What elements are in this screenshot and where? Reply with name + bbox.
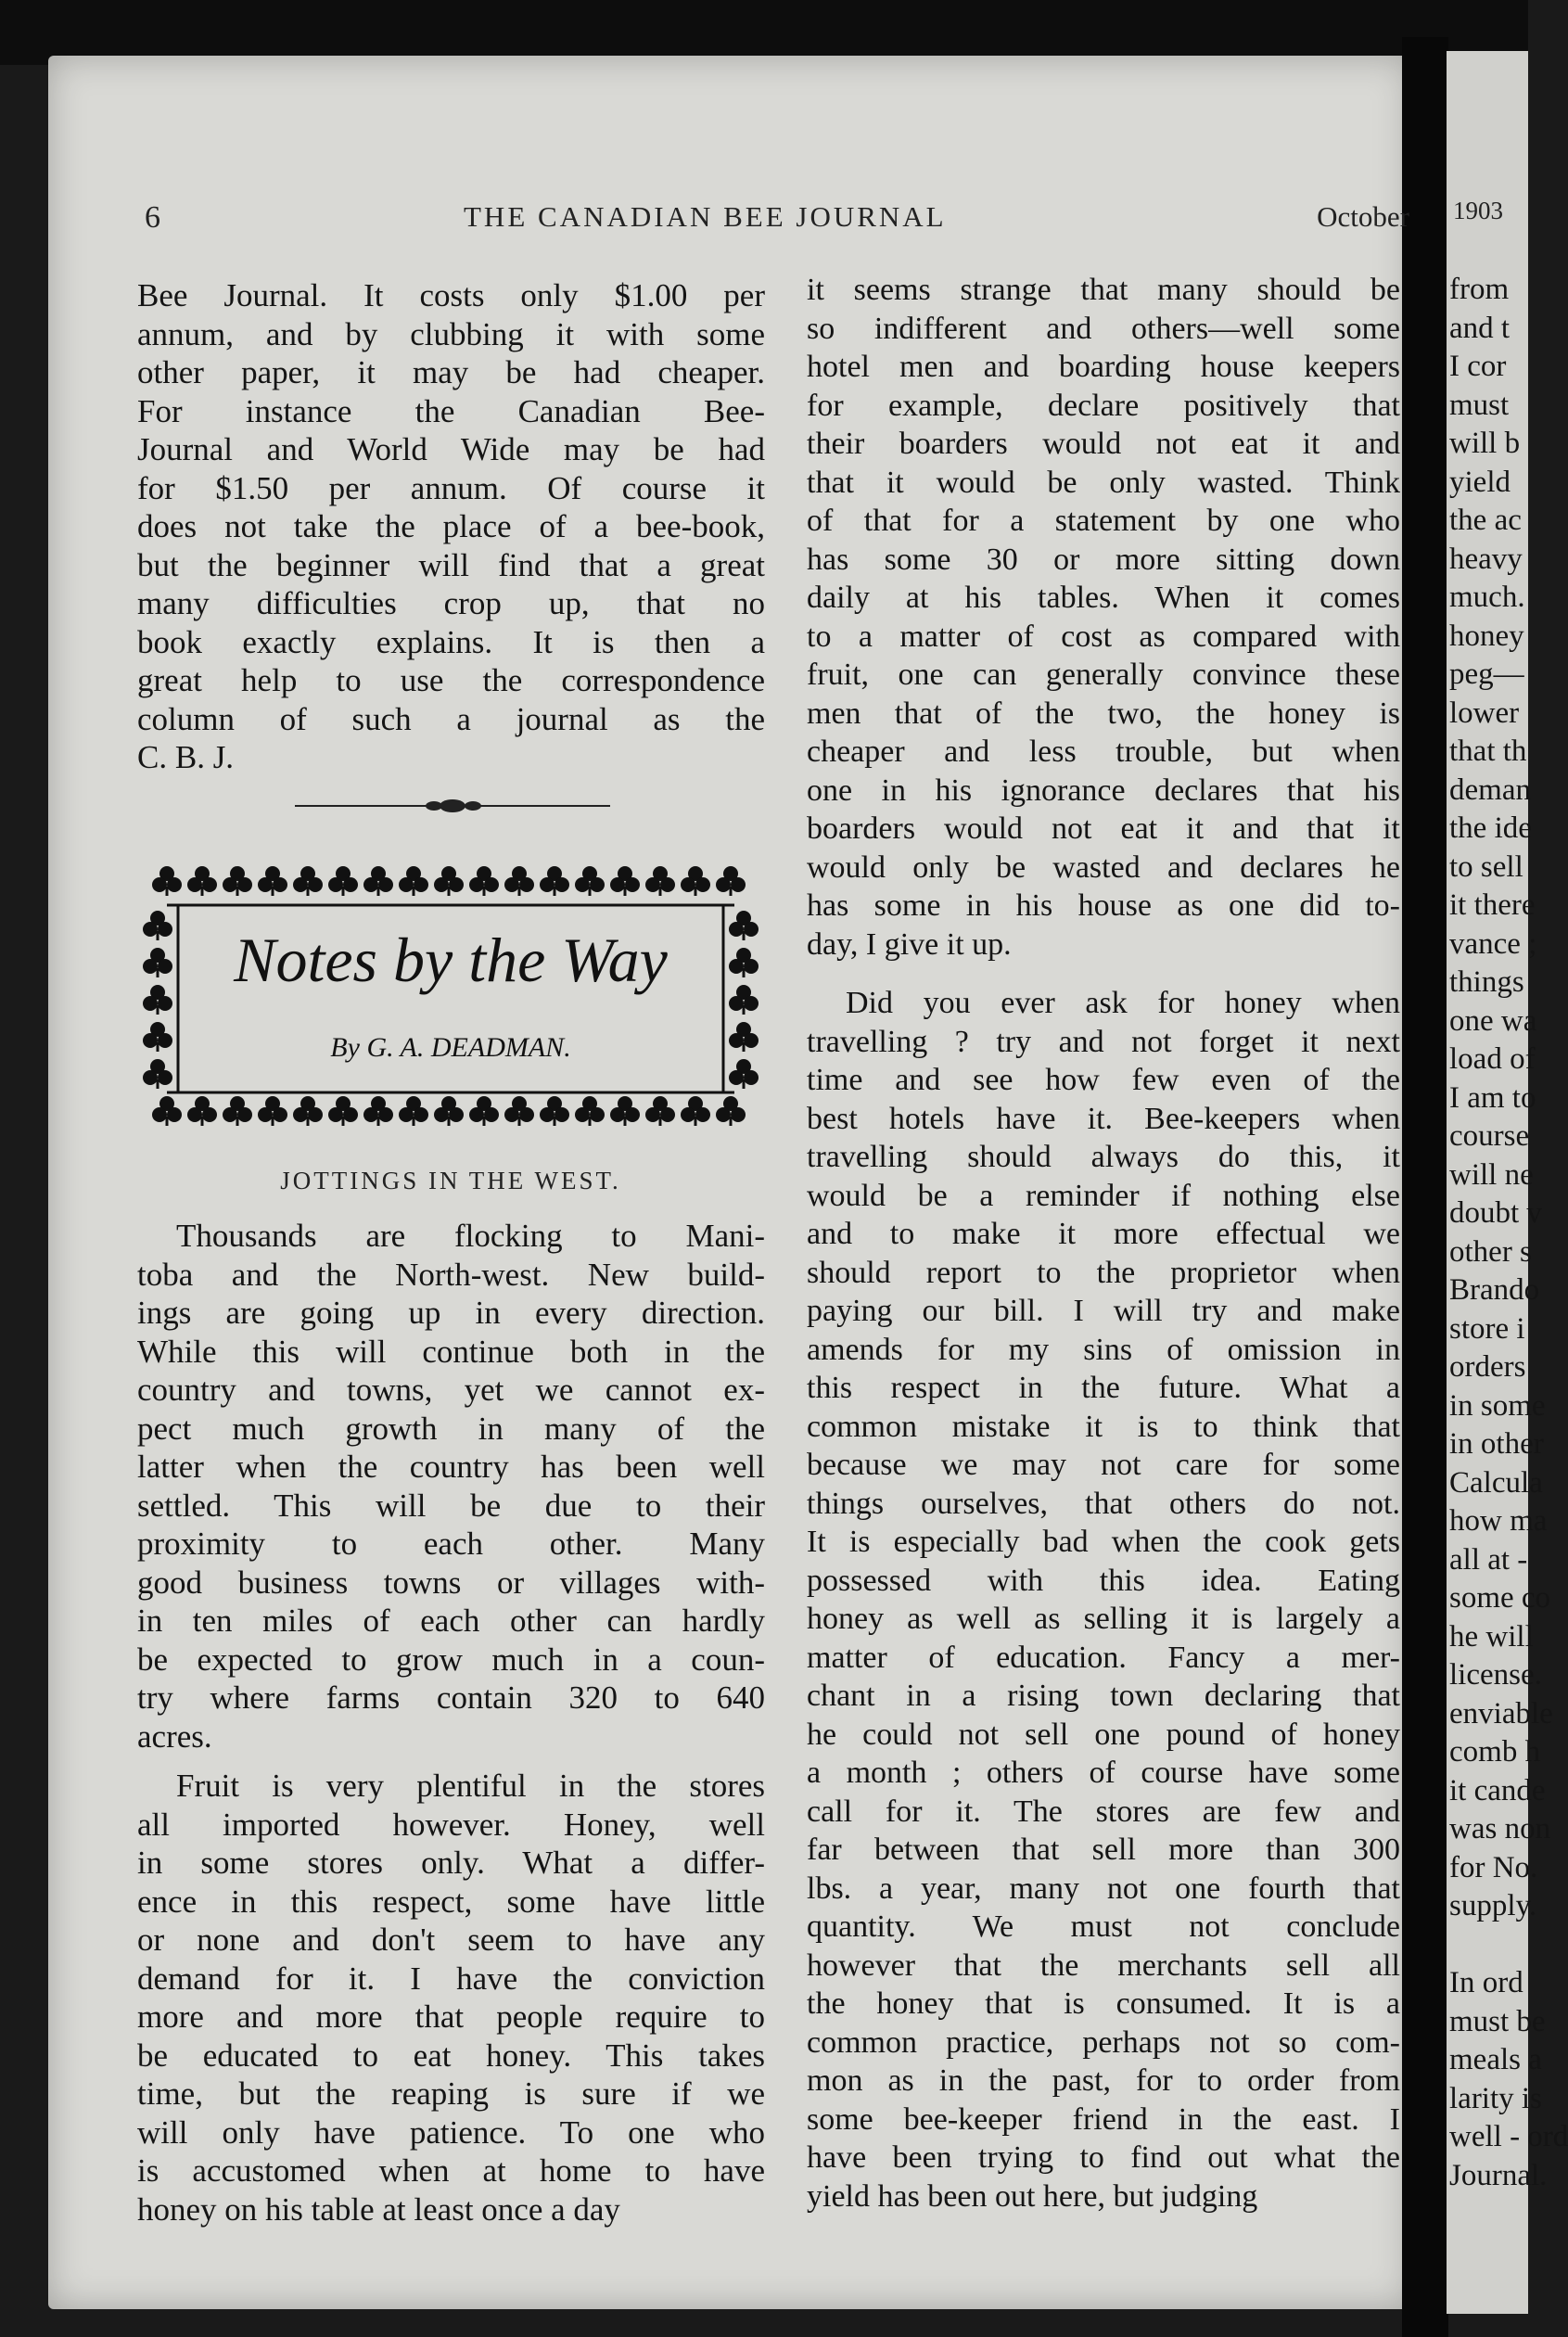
clover-icon [152, 1096, 182, 1126]
next-page-fragment: comb h [1449, 1735, 1541, 1769]
text-line: would be a reminder if nothing else [807, 1178, 1400, 1213]
text-line: honey as well as selling it is largely a [807, 1602, 1400, 1636]
clover-icon [645, 1096, 675, 1126]
text-line: it seems strange that many should be [807, 273, 1400, 307]
text-line: that it would be only wasted. Think [807, 465, 1400, 500]
text-line: amends for my sins of omission in [807, 1332, 1400, 1367]
text-line: call for it. The stores are few and [807, 1794, 1400, 1829]
text-line: While this will continue both in the [137, 1333, 765, 1370]
text-line: Journal and World Wide may be had [137, 431, 765, 467]
text-line: lbs. a year, many not one fourth that [807, 1871, 1400, 1906]
next-page-fragment: peg— [1449, 658, 1524, 691]
clover-icon [223, 1096, 252, 1126]
text-line: yield has been out here, but judging [807, 2178, 1258, 2214]
text-line: more and more that people require to [137, 1999, 765, 2035]
paragraph [807, 984, 1400, 2216]
text-line: try where farms contain 320 to 640 [137, 1679, 765, 1716]
page-number: 6 [145, 200, 160, 235]
next-page-fragment: yield [1449, 465, 1511, 499]
next-page-fragment: in some [1449, 1388, 1546, 1423]
text-line: for example, declare positively that [807, 388, 1400, 423]
text-line: other paper, it may be had cheaper. [137, 354, 765, 390]
next-page-fragment: the ac [1449, 504, 1522, 537]
text-line: does not take the place of a bee-book, [137, 508, 765, 544]
next-page-fragment: I cor [1449, 350, 1507, 383]
text-line: and to make it more effectual we [807, 1217, 1400, 1251]
text-line: however that the merchants sell all [807, 1948, 1400, 1983]
next-page-fragment: it cande [1449, 1773, 1546, 1807]
book-gutter [1402, 37, 1448, 2337]
next-page-fragment: will ne [1449, 1157, 1534, 1192]
clover-icon [504, 1096, 534, 1126]
next-page-fragment: Journal. [1449, 2158, 1548, 2192]
clover-icon [293, 1096, 323, 1126]
text-line: matter of education. Fancy a mer- [807, 1640, 1400, 1675]
text-line: but the beginner will find that a great [137, 546, 765, 583]
text-line: men that of the two, the honey is [807, 696, 1400, 731]
intro-paragraph [137, 276, 765, 777]
text-line: or none and don't seem to have any [137, 1922, 765, 1958]
text-line: annum, and by clubbing it with some [137, 315, 765, 352]
clover-icon [293, 866, 323, 896]
text-line: boarders would not eat it and that it [807, 811, 1400, 846]
clover-icon [716, 1096, 746, 1126]
text-line: all imported however. Honey, well [137, 1806, 765, 1843]
next-page-fragment: lower [1449, 696, 1520, 730]
clover-icon [681, 1096, 710, 1126]
next-page-fragment: must [1449, 388, 1510, 422]
issue-month: October [1317, 200, 1409, 233]
article-subheading: JOTTINGS IN THE WEST. [280, 1167, 621, 1194]
clover-icon [258, 866, 287, 896]
clover-icon [575, 1096, 605, 1126]
text-line: C. B. J. [137, 739, 235, 775]
next-page-fragment: I am to [1449, 1080, 1536, 1115]
next-page-fragment: larity is [1449, 2081, 1542, 2115]
text-line: has some 30 or more sitting down [807, 542, 1400, 577]
next-page-fragment: will b [1449, 427, 1521, 460]
next-page-fragment: it there [1449, 888, 1536, 922]
next-page-text [1449, 271, 1568, 2195]
text-line: in ten miles of each other can hardly [137, 1603, 765, 1639]
ornamental-divider [295, 798, 610, 814]
clover-icon [434, 1096, 464, 1126]
text-line: latter when the country has been well [137, 1449, 765, 1485]
right-column [807, 271, 1400, 2216]
clover-icon [645, 866, 675, 896]
clover-icon [575, 866, 605, 896]
text-line: book exactly explains. It is then a [137, 623, 765, 660]
text-line: chant in a rising town declaring that [807, 1679, 1400, 1713]
left-column-body [137, 1217, 765, 2228]
text-line: so indifferent and others—well some [807, 311, 1400, 346]
text-line: far between that sell more than 300 [807, 1833, 1400, 1867]
text-line: one in his ignorance declares that his [807, 773, 1400, 808]
text-line: a month ; others of course have some [807, 1756, 1400, 1790]
running-header [139, 195, 1409, 235]
clover-icon [399, 1096, 428, 1126]
clover-icon [610, 1096, 640, 1126]
next-page-fragment: some co [1449, 1581, 1551, 1615]
next-page-fragment: meals a [1449, 2043, 1542, 2076]
text-line: is accustomed when at home to have [137, 2152, 765, 2189]
next-page-fragment: Calcula [1449, 1465, 1543, 1500]
text-line: possessed with this idea. Eating [807, 1563, 1400, 1598]
text-line: toba and the North-west. New build- [137, 1256, 765, 1293]
text-line: should report to the proprietor when [807, 1255, 1400, 1290]
text-line: things ourselves, that others do not. [807, 1486, 1400, 1521]
notes-by-the-way-banner [139, 861, 762, 1137]
text-line: common mistake it is to think that [807, 1409, 1400, 1444]
text-line: time and see how few even of the [807, 1063, 1400, 1097]
text-line: proximity to each other. Many [137, 1526, 765, 1562]
text-line: paying our bill. I will try and make [807, 1294, 1400, 1328]
text-line: has some in his house as one did to- [807, 888, 1400, 923]
next-page-fragment: other s [1449, 1234, 1532, 1269]
next-page-fragment: heavy [1449, 542, 1523, 576]
text-line: common practice, perhaps not so com- [807, 2024, 1400, 2060]
text-line: time, but the reaping is sure if we [137, 2075, 765, 2112]
text-line: be expected to grow much in a coun- [137, 1641, 765, 1678]
next-page-fragment: how ma [1449, 1504, 1548, 1538]
text-line: this respect in the future. What a [807, 1371, 1400, 1405]
text-line: for $1.50 per annum. Of course it [137, 469, 765, 506]
text-line: travelling should always do this, it [807, 1140, 1400, 1174]
text-line: demand for it. I have the conviction [137, 1960, 765, 1997]
text-line: to a matter of cost as compared with [807, 619, 1400, 654]
next-page-fragment: much. [1449, 581, 1525, 614]
next-page-fragment: orders [1449, 1350, 1526, 1384]
text-line: Fruit is very plentiful in the stores [176, 1768, 765, 1804]
next-page-fragment: load of [1449, 1042, 1536, 1076]
next-page-fragment: well - ord [1449, 2120, 1568, 2153]
next-page-fragment: to sell [1449, 849, 1523, 884]
next-page-fragment [1449, 1926, 1568, 1965]
next-page-fragment: from [1449, 273, 1510, 306]
text-line: of that for a statement by one who [807, 504, 1400, 538]
text-line: For instance the Canadian Bee- [137, 392, 765, 429]
text-line: be educated to eat honey. This takes [137, 2037, 765, 2074]
text-line: column of such a journal as the [137, 700, 765, 737]
text-line: travelling ? try and not forget it next [807, 1024, 1400, 1059]
clover-icon [469, 866, 499, 896]
paragraph [807, 271, 1400, 964]
text-line: hotel men and boarding house keepers [807, 350, 1400, 384]
clover-icon [540, 1096, 569, 1126]
text-line: cheaper and less trouble, but when [807, 734, 1400, 769]
next-page-fragment: must be [1449, 2004, 1546, 2038]
next-page-fragment: course [1449, 1119, 1530, 1153]
text-line: Thousands are flocking to Mani- [176, 1218, 765, 1254]
next-page-fragment: things [1449, 965, 1524, 999]
clover-icon [504, 866, 534, 896]
next-page-fragment: doubt v [1449, 1196, 1542, 1230]
text-line: mon as in the past, for to order from [807, 2063, 1400, 2098]
clover-icon [363, 866, 393, 896]
text-line: quantity. We must not conclude [807, 1909, 1400, 1944]
next-page-fragment: all at - [1449, 1542, 1528, 1577]
next-page-fragment: was non [1449, 1812, 1551, 1845]
clover-icon [223, 866, 252, 896]
text-line: in some stores only. What a differ- [137, 1845, 765, 1881]
text-line: will only have patience. To one who [137, 2114, 765, 2151]
text-line: Bee Journal. It costs only $1.00 per [137, 277, 765, 313]
next-page-fragment: deman [1449, 773, 1531, 807]
text-line: he could not sell one pound of honey [807, 1717, 1400, 1752]
next-page-fragment: and t [1449, 311, 1511, 345]
next-page-fragment: in other [1449, 1427, 1544, 1461]
clover-icon [610, 866, 640, 896]
text-line: Did you ever ask for honey when [846, 986, 1400, 1020]
next-page-fragment: he will [1449, 1619, 1534, 1654]
left-column [137, 276, 765, 777]
text-line: best hotels have it. Bee-keepers when [807, 1101, 1400, 1136]
text-line: some bee-keeper friend in the east. I [807, 2101, 1400, 2137]
clover-icon [399, 866, 428, 896]
clover-icon [187, 1096, 217, 1126]
clover-icon [328, 1096, 358, 1126]
text-line: fruit, one can generally convince these [807, 658, 1400, 692]
next-page-fragment: Brando [1449, 1273, 1540, 1307]
text-line: because we may not care for some [807, 1448, 1400, 1482]
text-line: have been trying to find out what the [807, 2140, 1400, 2175]
text-line: daily at his tables. When it comes [807, 581, 1400, 615]
text-line: ence in this respect, some have little [137, 1883, 765, 1920]
clover-icon [434, 866, 464, 896]
section-title: Notes by the Way [234, 925, 668, 995]
text-line: their boarders would not eat it and [807, 427, 1400, 461]
clover-icon [152, 866, 182, 896]
next-page-fragment: license. [1449, 1658, 1542, 1692]
text-line: acres. [137, 1718, 212, 1755]
clover-icon [187, 866, 217, 896]
clover-icon [328, 866, 358, 896]
journal-title: THE CANADIAN BEE JOURNAL [464, 200, 947, 233]
next-page-fragment: one wa [1449, 1003, 1537, 1038]
next-page-fragment: the ide [1449, 811, 1532, 845]
text-line: pect much growth in many of the [137, 1410, 765, 1447]
next-page-fragment: vance ; [1449, 926, 1537, 961]
text-line: country and towns, yet we cannot ex- [137, 1372, 765, 1408]
clover-icon [540, 866, 569, 896]
next-page-fragment: supply. [1449, 1889, 1537, 1922]
clover-icon [469, 1096, 499, 1126]
next-page-fragment: that th [1449, 734, 1527, 768]
text-line: the honey that is consumed. It is a [807, 1986, 1400, 2021]
next-page-fragment: store i [1449, 1311, 1525, 1346]
text-line: day, I give it up. [807, 926, 1012, 962]
clover-icon [258, 1096, 287, 1126]
next-page-fragment: for No. [1449, 1850, 1538, 1884]
text-line: settled. This will be due to their [137, 1487, 765, 1524]
clover-icon [363, 1096, 393, 1126]
clover-icon [716, 866, 746, 896]
text-line: great help to use the correspondence [137, 662, 765, 698]
section-author: By G. A. DEADMAN. [330, 1032, 571, 1063]
text-line: many difficulties crop up, that no [137, 585, 765, 621]
next-page-year: 1903 [1453, 197, 1503, 224]
clover-border-ornament [139, 861, 762, 1137]
text-line: ings are going up in every direction. [137, 1295, 765, 1331]
text-line: honey on his table at least once a day [137, 2190, 620, 2228]
clover-icon [681, 866, 710, 896]
next-page-fragment: honey [1449, 619, 1524, 653]
text-line: would only be wasted and declares he [807, 849, 1400, 885]
text-line: good business towns or villages with- [137, 1564, 765, 1601]
paragraph [137, 1217, 765, 1756]
next-page-fragment: enviable [1449, 1696, 1553, 1730]
paragraph [137, 1767, 765, 2228]
next-page-fragment: In ord [1449, 1966, 1523, 1999]
text-line: It is especially bad when the cook gets [807, 1525, 1400, 1559]
